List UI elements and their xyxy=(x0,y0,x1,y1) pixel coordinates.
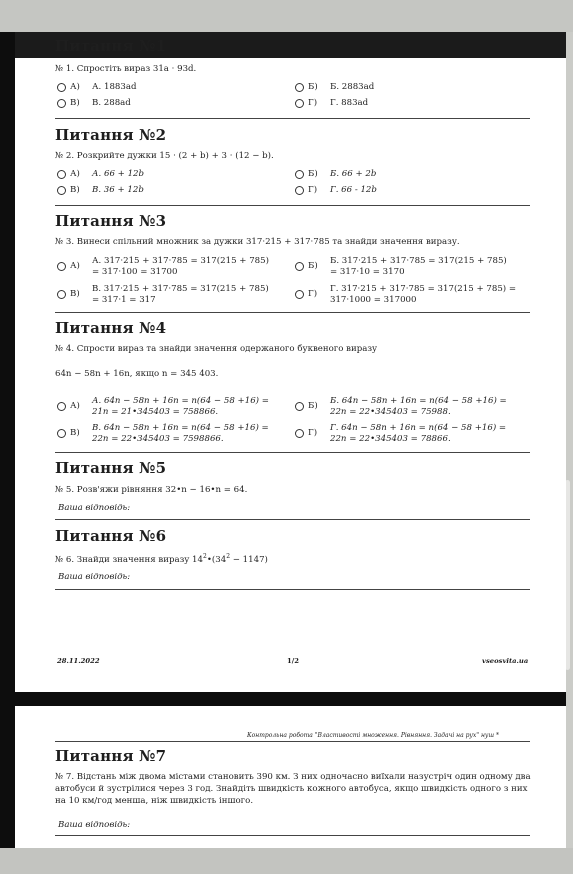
divider xyxy=(55,312,530,313)
footer-page-number: 1/2 xyxy=(287,657,299,665)
radio-button[interactable] xyxy=(57,99,66,108)
divider xyxy=(55,205,530,206)
radio-button[interactable] xyxy=(295,429,304,438)
question-3-heading: Питання №3 xyxy=(55,212,167,230)
question-2-text: № 2. Розкрийте дужки 15 · (2 + b) + 3 · (12 − b). xyxy=(55,151,274,161)
answer-label: Ваша відповідь: xyxy=(58,820,131,830)
question-6-heading: Питання №6 xyxy=(55,527,167,545)
radio-button[interactable] xyxy=(295,186,304,195)
question-4-heading: Питання №4 xyxy=(55,319,167,337)
radio-button[interactable] xyxy=(57,186,66,195)
divider xyxy=(55,118,530,119)
radio-button[interactable] xyxy=(57,83,66,92)
divider xyxy=(55,741,530,742)
radio-button[interactable] xyxy=(295,290,304,299)
radio-button[interactable] xyxy=(295,83,304,92)
question-1-heading: Питання №1 xyxy=(55,37,167,55)
question-5-text: № 5. Розв'яжи рівняння 32•n − 16•n = 64. xyxy=(55,485,248,495)
question-4-text: № 4. Спрости вираз та знайди значення одержаного буквеного виразу xyxy=(55,344,378,354)
radio-button[interactable] xyxy=(295,170,304,179)
answer-line[interactable] xyxy=(55,519,530,520)
question-7-text: № 7. Відстань між двома містами становить 390 км. З них одночасно виїхали назустріч один одному два автобуси й зустрілися через 3 год. Знайдіть швидкість кожного автобуса, якщо швидкість одного з них на 10 км/год менша, ніж швидкість іншого. xyxy=(55,772,531,806)
answer-label: Ваша відповідь: xyxy=(58,503,131,513)
scrollbar-track[interactable] xyxy=(566,32,573,848)
question-1-text: № 1. Спростіть вираз 31a · 93d. xyxy=(55,64,197,74)
footer-site: vseosvita.ua xyxy=(482,657,529,665)
viewer-top-bar xyxy=(0,0,573,32)
question-5-heading: Питання №5 xyxy=(55,459,167,477)
answer-line[interactable] xyxy=(55,589,530,590)
radio-button[interactable] xyxy=(57,262,66,271)
question-6-text: № 6. Знайди значення виразу $14^2•(34^2 - 1147)$ xyxy=(55,553,268,565)
page-2-banner: Контрольна робота "Властивості множення. Рівняння. Задачі на рух" нуш * xyxy=(247,732,499,739)
radio-button[interactable] xyxy=(295,262,304,271)
answer-label: Ваша відповідь: xyxy=(58,572,131,582)
question-4-expression: 64n − 58n + 16n, якщо n = 345 403. xyxy=(55,369,219,379)
radio-button[interactable] xyxy=(57,290,66,299)
radio-button[interactable] xyxy=(295,99,304,108)
radio-button[interactable] xyxy=(57,402,66,411)
radio-button[interactable] xyxy=(57,429,66,438)
footer-date: 28.11.2022 xyxy=(57,657,100,665)
question-3-text: № 3. Винеси спільний множник за дужки 317·215 + 317·785 та знайди значення виразу. xyxy=(55,237,460,247)
viewer-bottom-bar xyxy=(0,848,573,874)
answer-line[interactable] xyxy=(55,835,530,836)
question-2-heading: Питання №2 xyxy=(55,126,167,144)
question-7-heading: Питання №7 xyxy=(55,747,167,765)
radio-button[interactable] xyxy=(57,170,66,179)
radio-button[interactable] xyxy=(295,402,304,411)
divider xyxy=(55,452,530,453)
